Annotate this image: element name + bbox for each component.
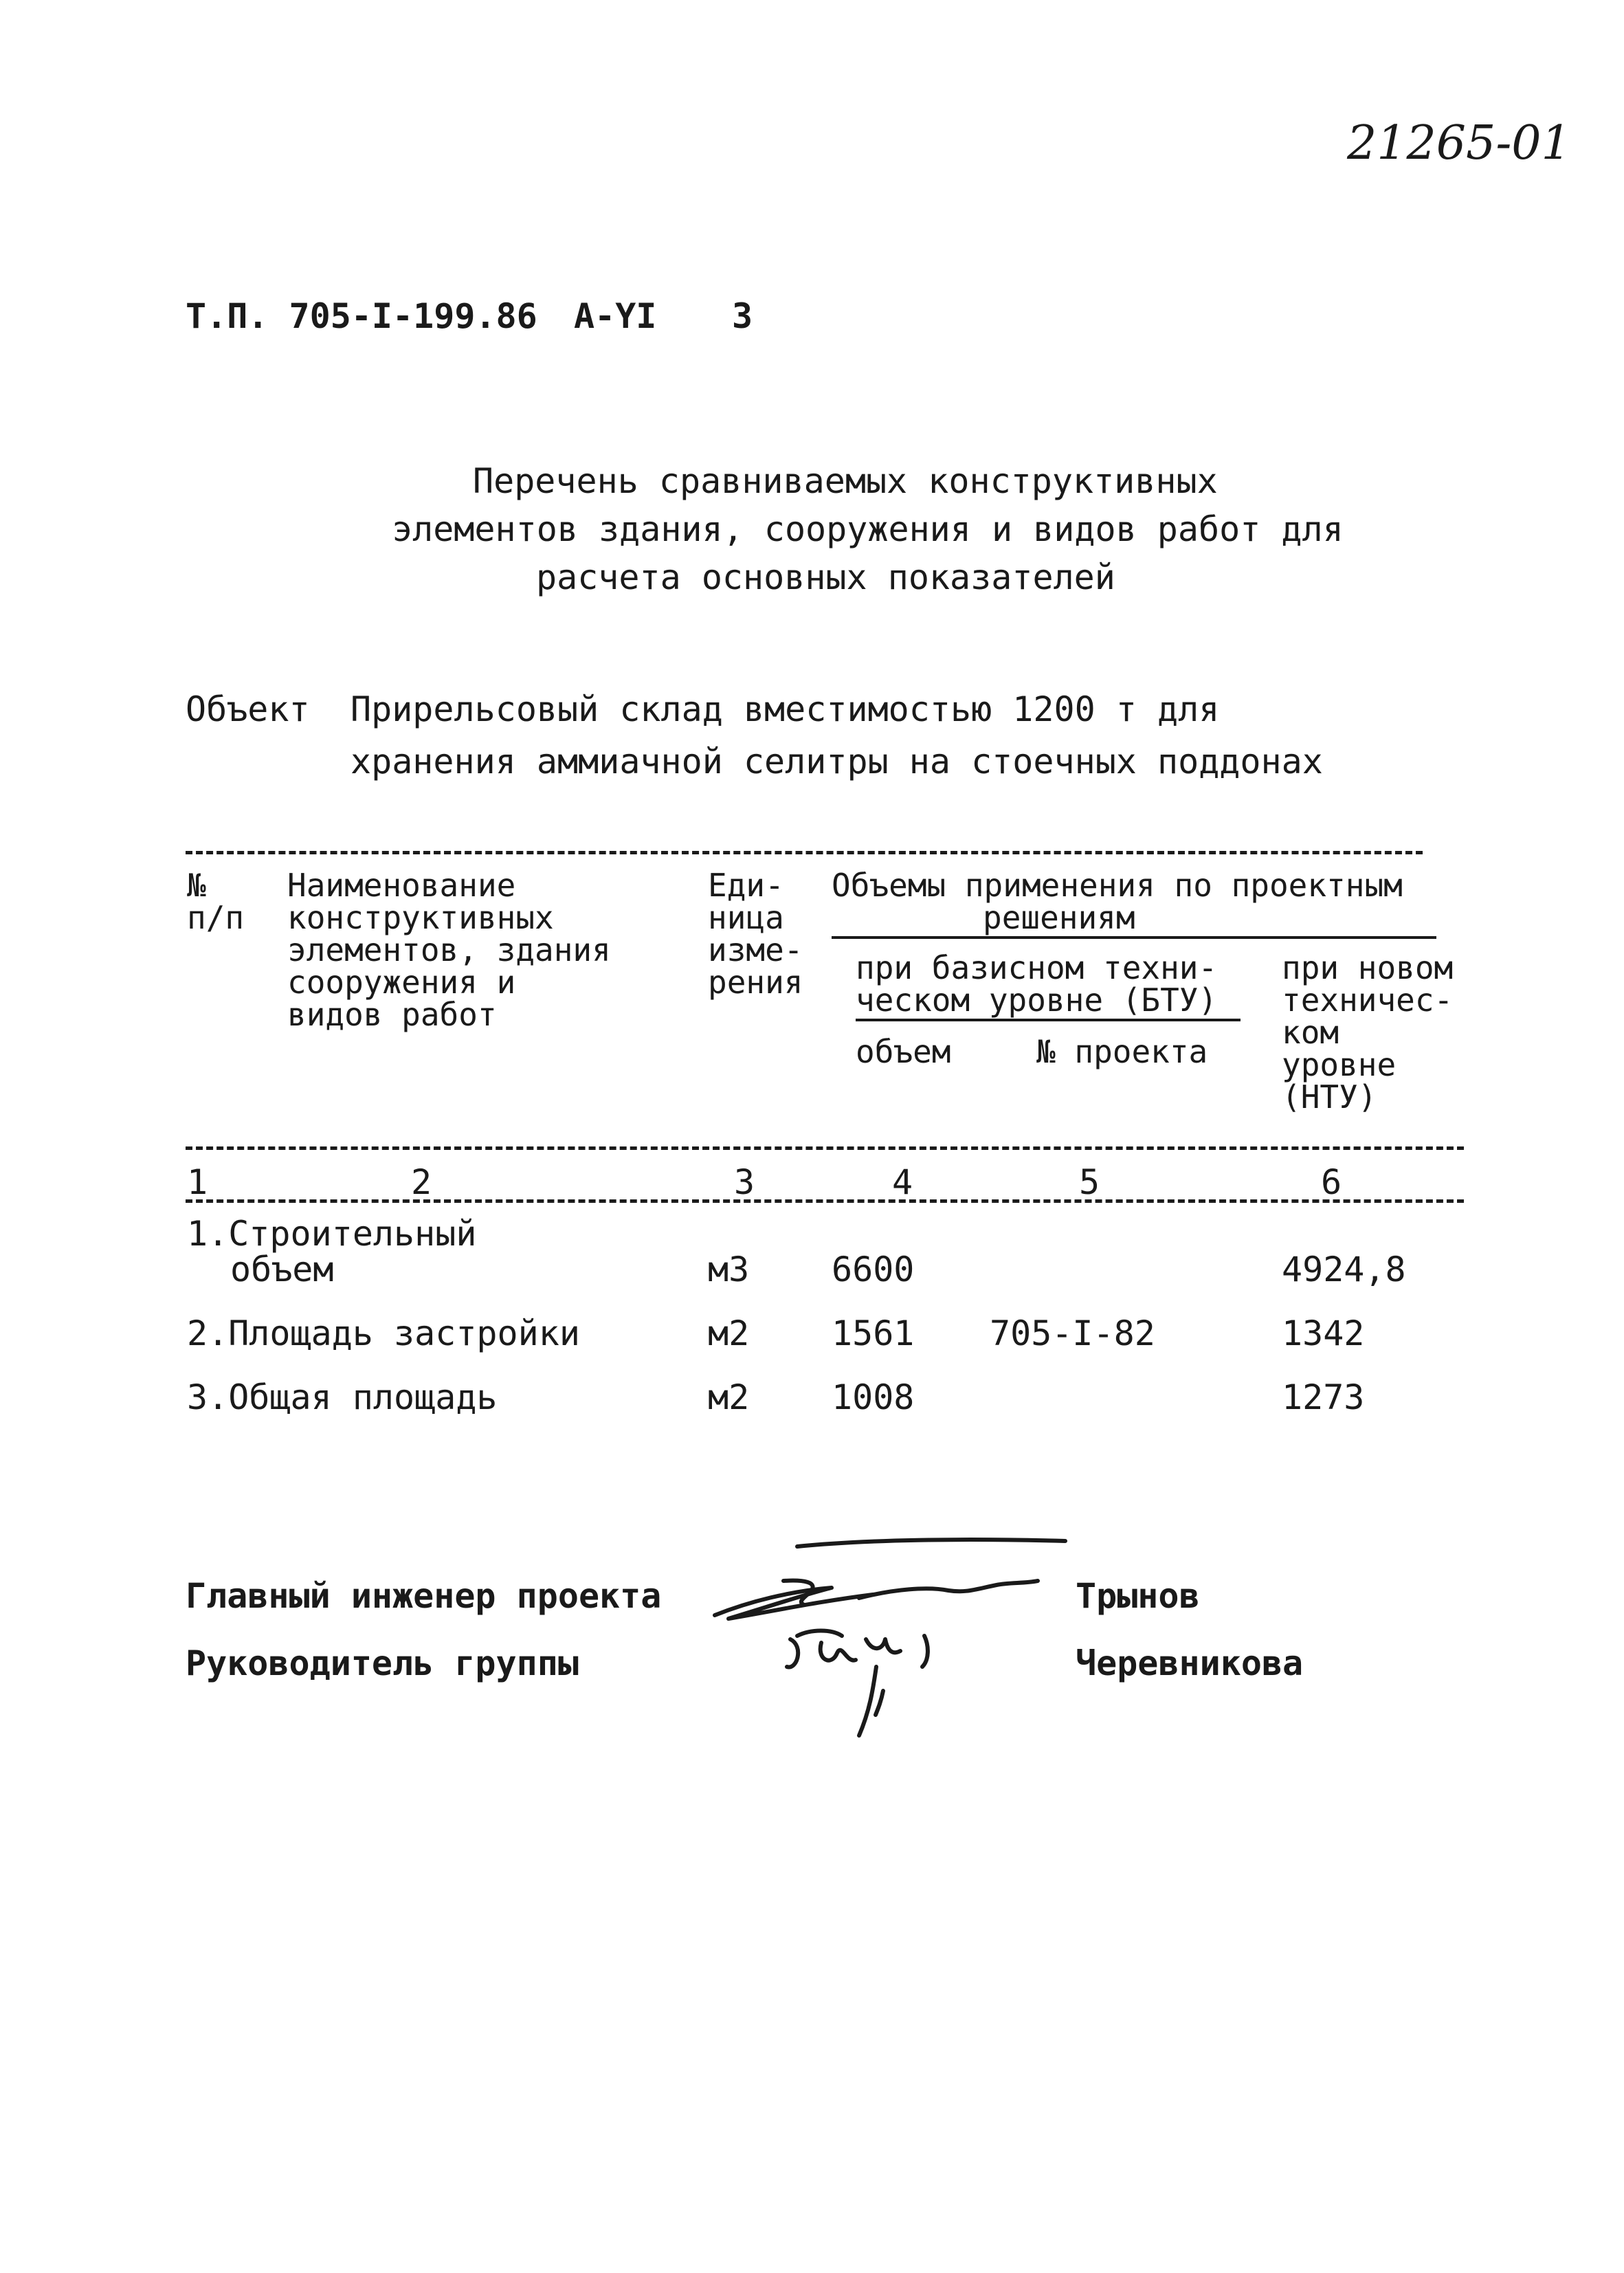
header-bottom-rule <box>186 1146 1464 1150</box>
doc-album: А-YI <box>574 296 657 336</box>
header-name-5: видов работ <box>287 996 497 1033</box>
doc-code: Т.П. 705-I-199.86 <box>186 296 537 336</box>
signature-name-2: Черевникова <box>1076 1643 1304 1683</box>
row3-volume: 1008 <box>832 1377 915 1417</box>
colnum-1: 1 <box>187 1162 208 1202</box>
row2-volume: 1561 <box>832 1313 915 1353</box>
header-unit-4: рения <box>708 964 803 1001</box>
btu-rule <box>856 1019 1241 1021</box>
header-unit-3: изме- <box>708 931 803 968</box>
header-ntu-2: техничес- <box>1282 982 1454 1019</box>
colnum-2: 2 <box>411 1162 432 1202</box>
title-line-1: Перечень сравниваемых конструктивных <box>473 461 1218 501</box>
row1-name-1: 1.Строительный <box>187 1214 477 1254</box>
row2-ntu: 1342 <box>1282 1313 1365 1353</box>
signature-name-1: Трынов <box>1076 1576 1200 1616</box>
object-line-1: Прирельсовый склад вместимостью 1200 т для <box>351 689 1220 729</box>
row3-ntu: 1273 <box>1282 1377 1365 1417</box>
header-volumes-2: решениям <box>983 899 1135 936</box>
signature-role-2: Руководитель группы <box>186 1643 579 1683</box>
handwritten-signatures <box>701 1526 1086 1746</box>
header-unit-1: Еди- <box>708 867 784 904</box>
title-line-3: расчета основных показателей <box>536 557 1115 597</box>
table-top-rule <box>186 851 1423 854</box>
title-line-2: элементов здания, сооружения и видов работ для <box>392 509 1344 549</box>
header-btu-2: ческом уровне (БТУ) <box>856 982 1218 1019</box>
header-ntu-1: при новом <box>1282 949 1454 986</box>
header-name-2: конструктивных <box>287 899 554 936</box>
header-ntu-5: (НТУ) <box>1282 1078 1377 1116</box>
row2-project: 705-I-82 <box>990 1313 1155 1353</box>
colnum-6: 6 <box>1321 1162 1342 1202</box>
header-name-3: элементов, здания <box>287 931 611 968</box>
row3-unit: м2 <box>708 1377 750 1417</box>
header-ntu-4: уровне <box>1282 1046 1397 1083</box>
header-ntu-3: ком <box>1282 1014 1339 1051</box>
header-num-1: № <box>187 867 206 904</box>
header-btu-1: при базисном техни- <box>856 949 1218 986</box>
row2-unit: м2 <box>708 1313 750 1353</box>
archive-number: 21265-01 <box>1347 116 1571 170</box>
header-num-2: п/п <box>187 899 245 936</box>
header-name-1: Наименование <box>287 867 516 904</box>
object-label: Объект <box>186 689 310 729</box>
volumes-rule <box>832 936 1436 939</box>
colnum-5: 5 <box>1079 1162 1100 1202</box>
header-volumes-1: Объемы применения по проектным <box>832 867 1403 904</box>
header-btu-project: № проекта <box>1036 1033 1208 1070</box>
colnum-bottom-rule <box>186 1199 1464 1203</box>
signature-role-1: Главный инженер проекта <box>186 1576 662 1616</box>
row1-unit: м3 <box>708 1250 750 1289</box>
row2-name-1: 2.Площадь застройки <box>187 1313 580 1353</box>
object-line-2: хранения аммиачной селитры на стоечных поддонах <box>351 742 1323 781</box>
row1-volume: 6600 <box>832 1250 915 1289</box>
colnum-4: 4 <box>892 1162 913 1202</box>
row3-name-1: 3.Общая площадь <box>187 1377 498 1417</box>
header-unit-2: ница <box>708 899 784 936</box>
row1-ntu: 4924,8 <box>1282 1250 1406 1289</box>
header-name-4: сооружения и <box>287 964 516 1001</box>
colnum-3: 3 <box>734 1162 755 1202</box>
doc-page: 3 <box>732 296 753 336</box>
row1-name-2: объем <box>230 1250 334 1289</box>
header-btu-volume: объем <box>856 1033 951 1070</box>
